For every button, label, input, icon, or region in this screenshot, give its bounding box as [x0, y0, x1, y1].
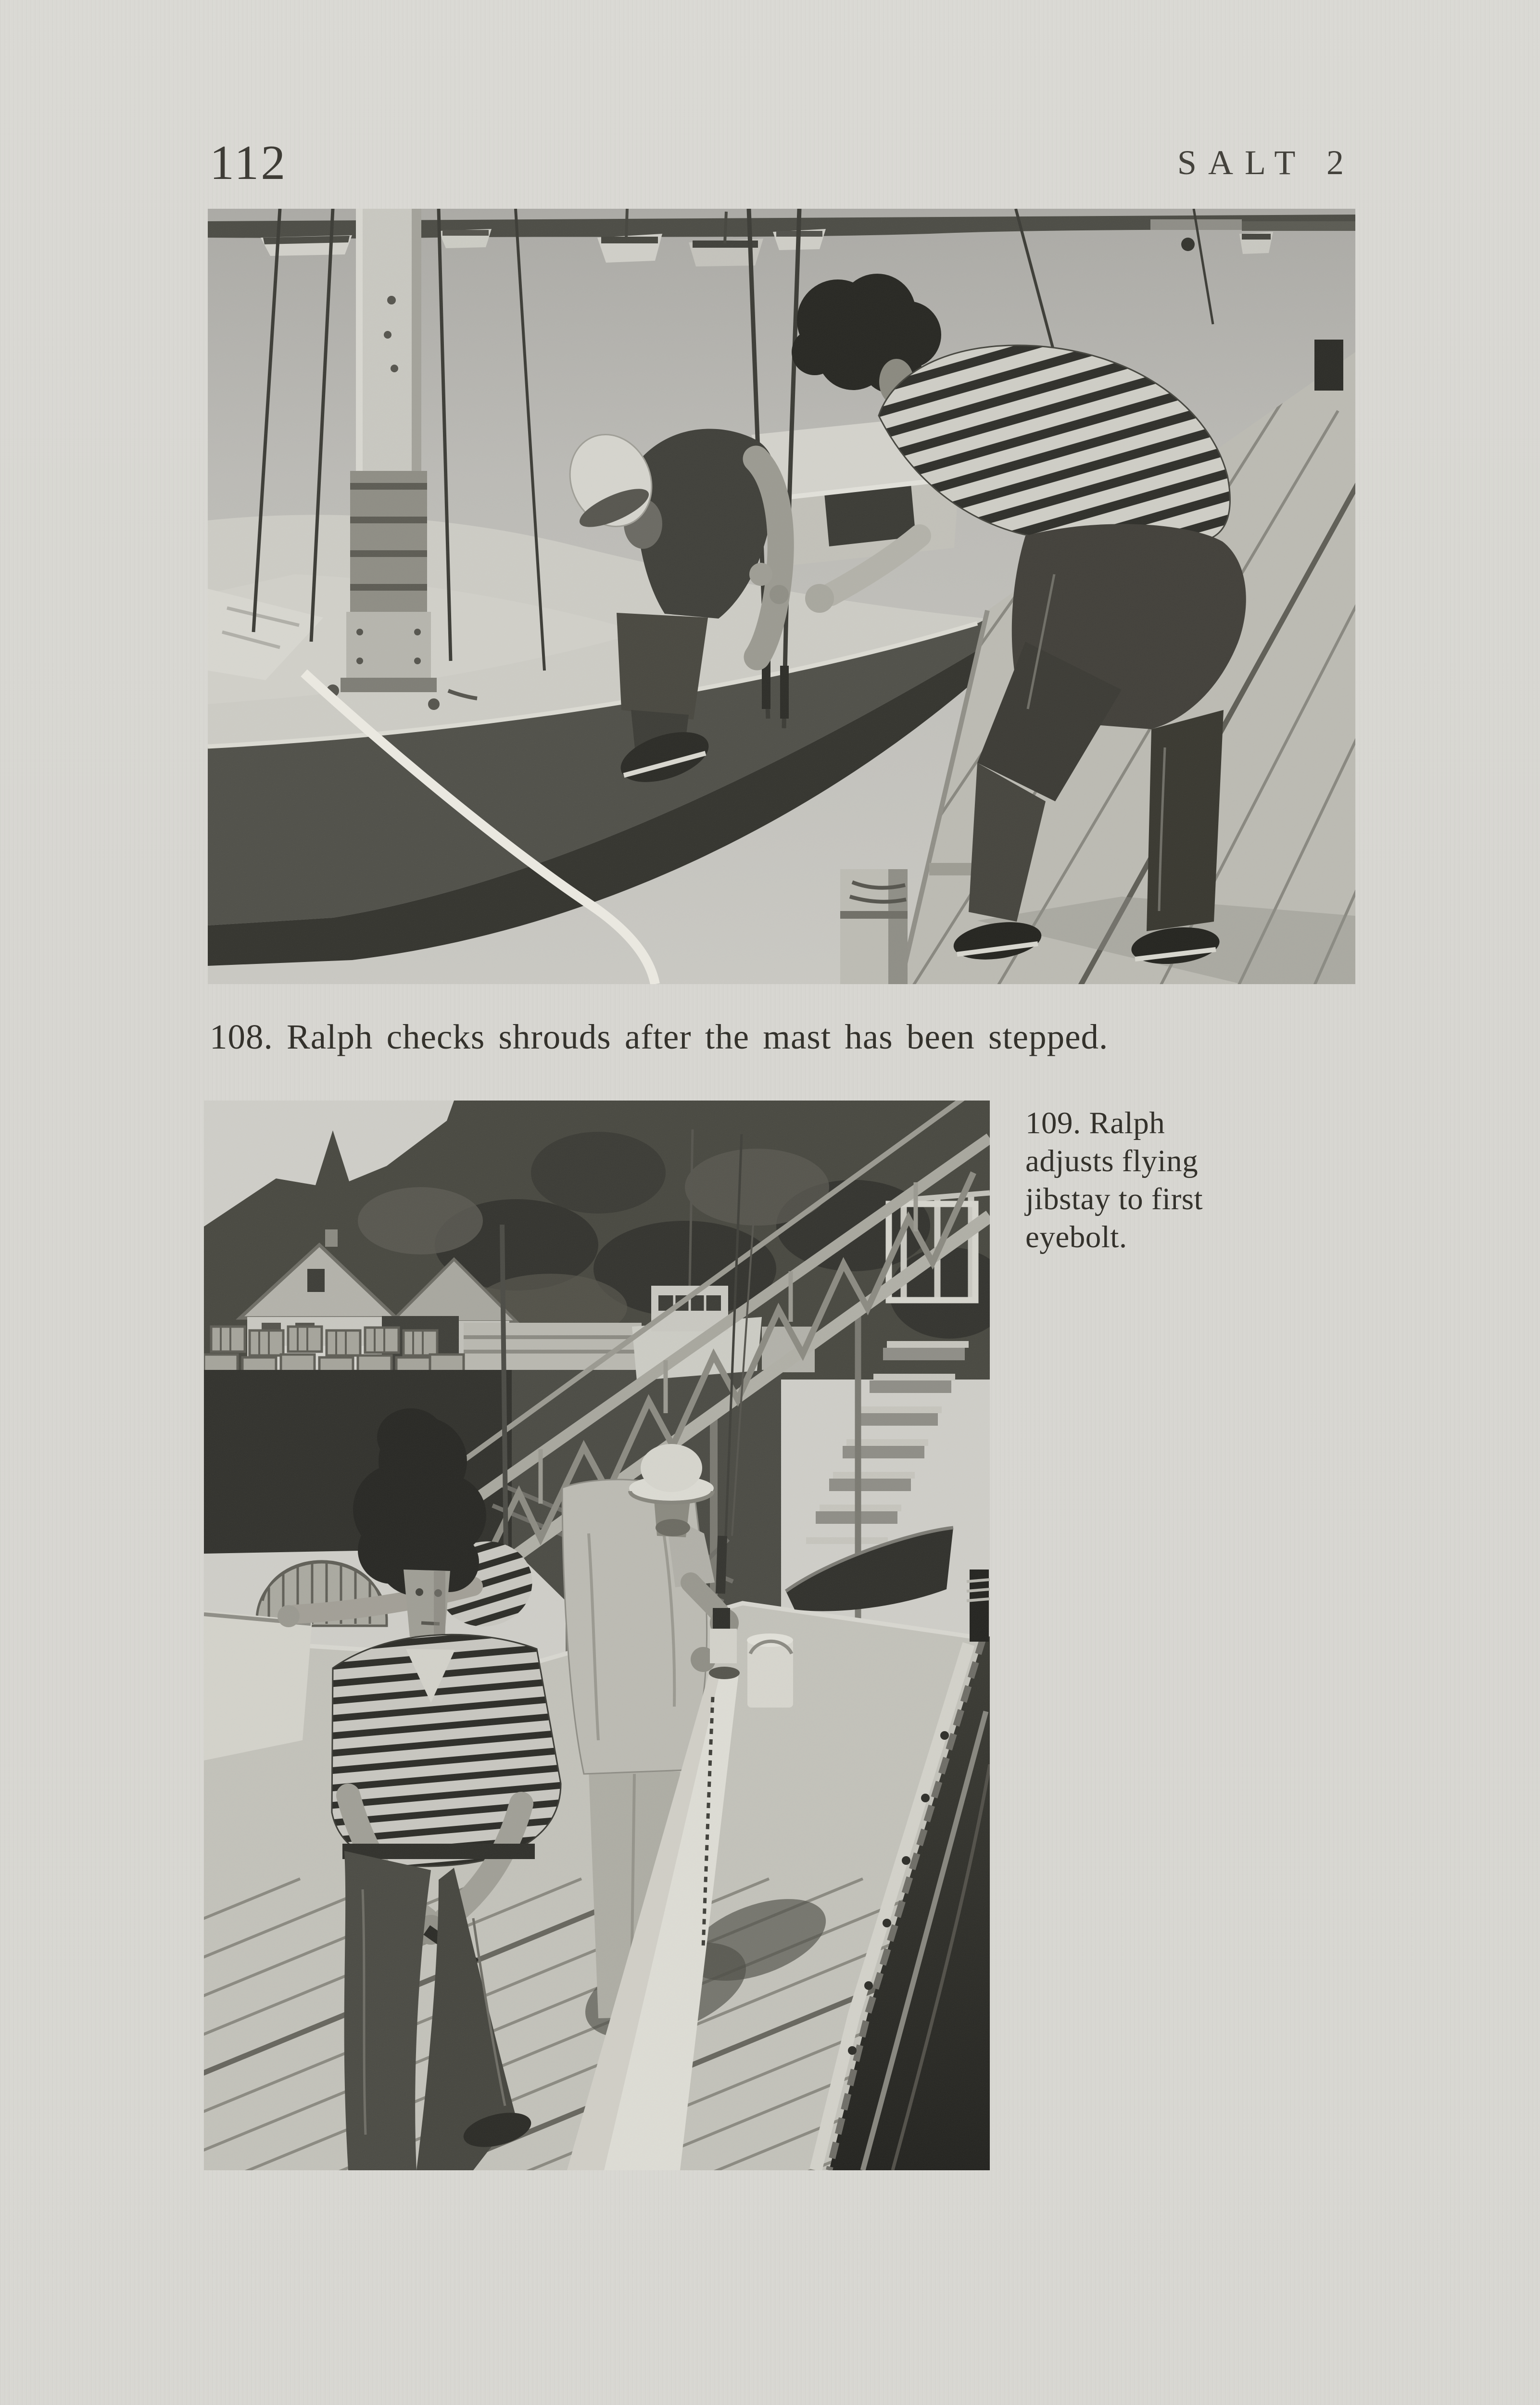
photo-108-harbor-scene	[208, 209, 1355, 984]
figure-108-photo	[208, 209, 1355, 984]
page-number: 112	[210, 136, 288, 190]
caption-line: jibstay to first	[1025, 1182, 1203, 1216]
film-grain	[208, 209, 1355, 984]
figure-108-caption: 108. Ralph checks shrouds after the mast has been stepped.	[210, 1017, 1109, 1056]
figure-109-caption	[1025, 1104, 1295, 1256]
film-grain	[204, 1101, 990, 2170]
photo-109-dock-scene	[204, 1101, 990, 2170]
caption-line: eyebolt.	[1025, 1220, 1127, 1254]
caption-line: adjusts flying	[1025, 1144, 1199, 1178]
figure-109-photo	[204, 1101, 990, 2170]
caption-line: 109. Ralph	[1025, 1106, 1165, 1140]
running-head: SALT 2	[1177, 143, 1355, 182]
